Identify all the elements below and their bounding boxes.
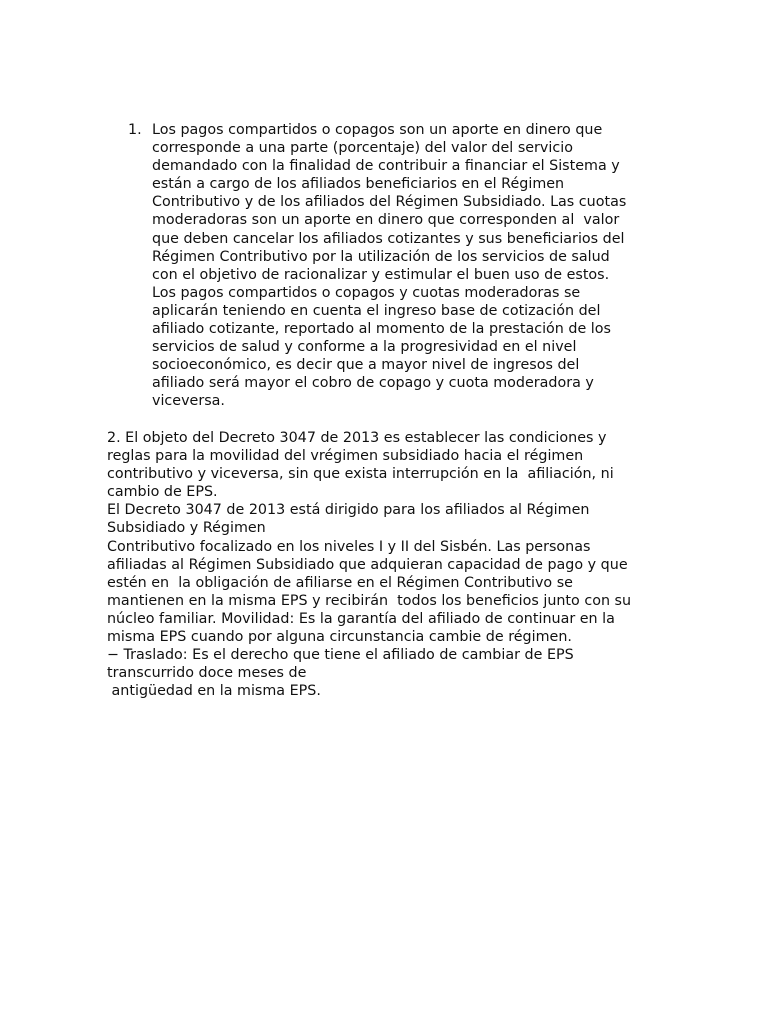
paragraph-line: cambio de EPS. bbox=[107, 484, 218, 501]
paragraph-line: socioeconómico, es decir que a mayor nivel de ingresos del bbox=[152, 357, 580, 374]
paragraph-line: Subsidiado y Régimen bbox=[107, 520, 266, 537]
paragraph-line: reglas para la movilidad del vrégimen subsidiado hacia el régimen bbox=[107, 448, 584, 465]
paragraph-line: moderadoras son un aporte en dinero que corresponden al valor bbox=[152, 212, 620, 229]
paragraph-line: − Traslado: Es el derecho que tiene el afiliado de cambiar de EPS bbox=[107, 647, 574, 664]
paragraph-line: El Decreto 3047 de 2013 está dirigido para los afiliados al Régimen bbox=[107, 502, 590, 519]
paragraph-line: misma EPS cuando por alguna circunstancia cambie de régimen. bbox=[107, 629, 572, 646]
paragraph-line: Los pagos compartidos o copagos y cuotas moderadoras se bbox=[152, 284, 581, 301]
paragraph-line: afiliado será mayor el cobro de copago y cuota moderadora y bbox=[152, 375, 594, 392]
paragraph-line: estén en la obligación de afiliarse en el Régimen Contributivo se bbox=[107, 574, 573, 591]
paragraph-line: demandado con la finalidad de contribuir a financiar el Sistema y bbox=[152, 158, 620, 175]
paragraph-line: con el objetivo de racionalizar y estimular el buen uso de estos. bbox=[152, 266, 610, 283]
paragraph-line: que deben cancelar los afiliados cotizantes y sus beneficiarios del bbox=[152, 230, 625, 247]
paragraph-line: corresponde a una parte (porcentaje) del valor del servicio bbox=[152, 140, 573, 157]
paragraph-line: Contributivo y de los afiliados del Régimen Subsidiado. Las cuotas bbox=[152, 194, 627, 211]
paragraph-line: núcleo familiar. Movilidad: Es la garantía del afiliado de continuar en la bbox=[107, 610, 615, 627]
paragraph-line: Contributivo focalizado en los niveles I y II del Sisbén. Las personas bbox=[107, 538, 591, 555]
paragraph-line: están a cargo de los afiliados beneficiarios en el Régimen bbox=[152, 176, 565, 193]
paragraph-line: Régimen Contributivo por la utilización de los servicios de salud bbox=[152, 248, 610, 265]
paragraph-line: Los pagos compartidos o copagos son un aporte en dinero que bbox=[152, 122, 603, 138]
paragraph-line: servicios de salud y conforme a la progresividad en el nivel bbox=[152, 339, 577, 356]
section-2-paragraph bbox=[107, 429, 631, 700]
paragraph-line: 2. El objeto del Decreto 3047 de 2013 es establecer las condiciones y bbox=[107, 430, 607, 446]
paragraph-line: mantienen en la misma EPS y recibirán todos los beneficios junto con su bbox=[107, 592, 632, 609]
paragraph-line: contributivo y viceversa, sin que exista interrupción en la afiliación, ni bbox=[107, 466, 614, 483]
list-item-1 bbox=[152, 121, 626, 411]
paragraph-line: viceversa. bbox=[152, 393, 225, 410]
paragraph-line: antigüedad en la misma EPS. bbox=[107, 683, 321, 700]
paragraph-line: afiliadas al Régimen Subsidiado que adquieran capacidad de pago y que bbox=[107, 556, 628, 573]
paragraph-line: aplicarán teniendo en cuenta el ingreso base de cotización del bbox=[152, 302, 601, 319]
paragraph-line: afiliado cotizante, reportado al momento de la prestación de los bbox=[152, 321, 611, 338]
paragraph-line: transcurrido doce meses de bbox=[107, 665, 307, 682]
list-number-1: 1. bbox=[128, 122, 142, 138]
